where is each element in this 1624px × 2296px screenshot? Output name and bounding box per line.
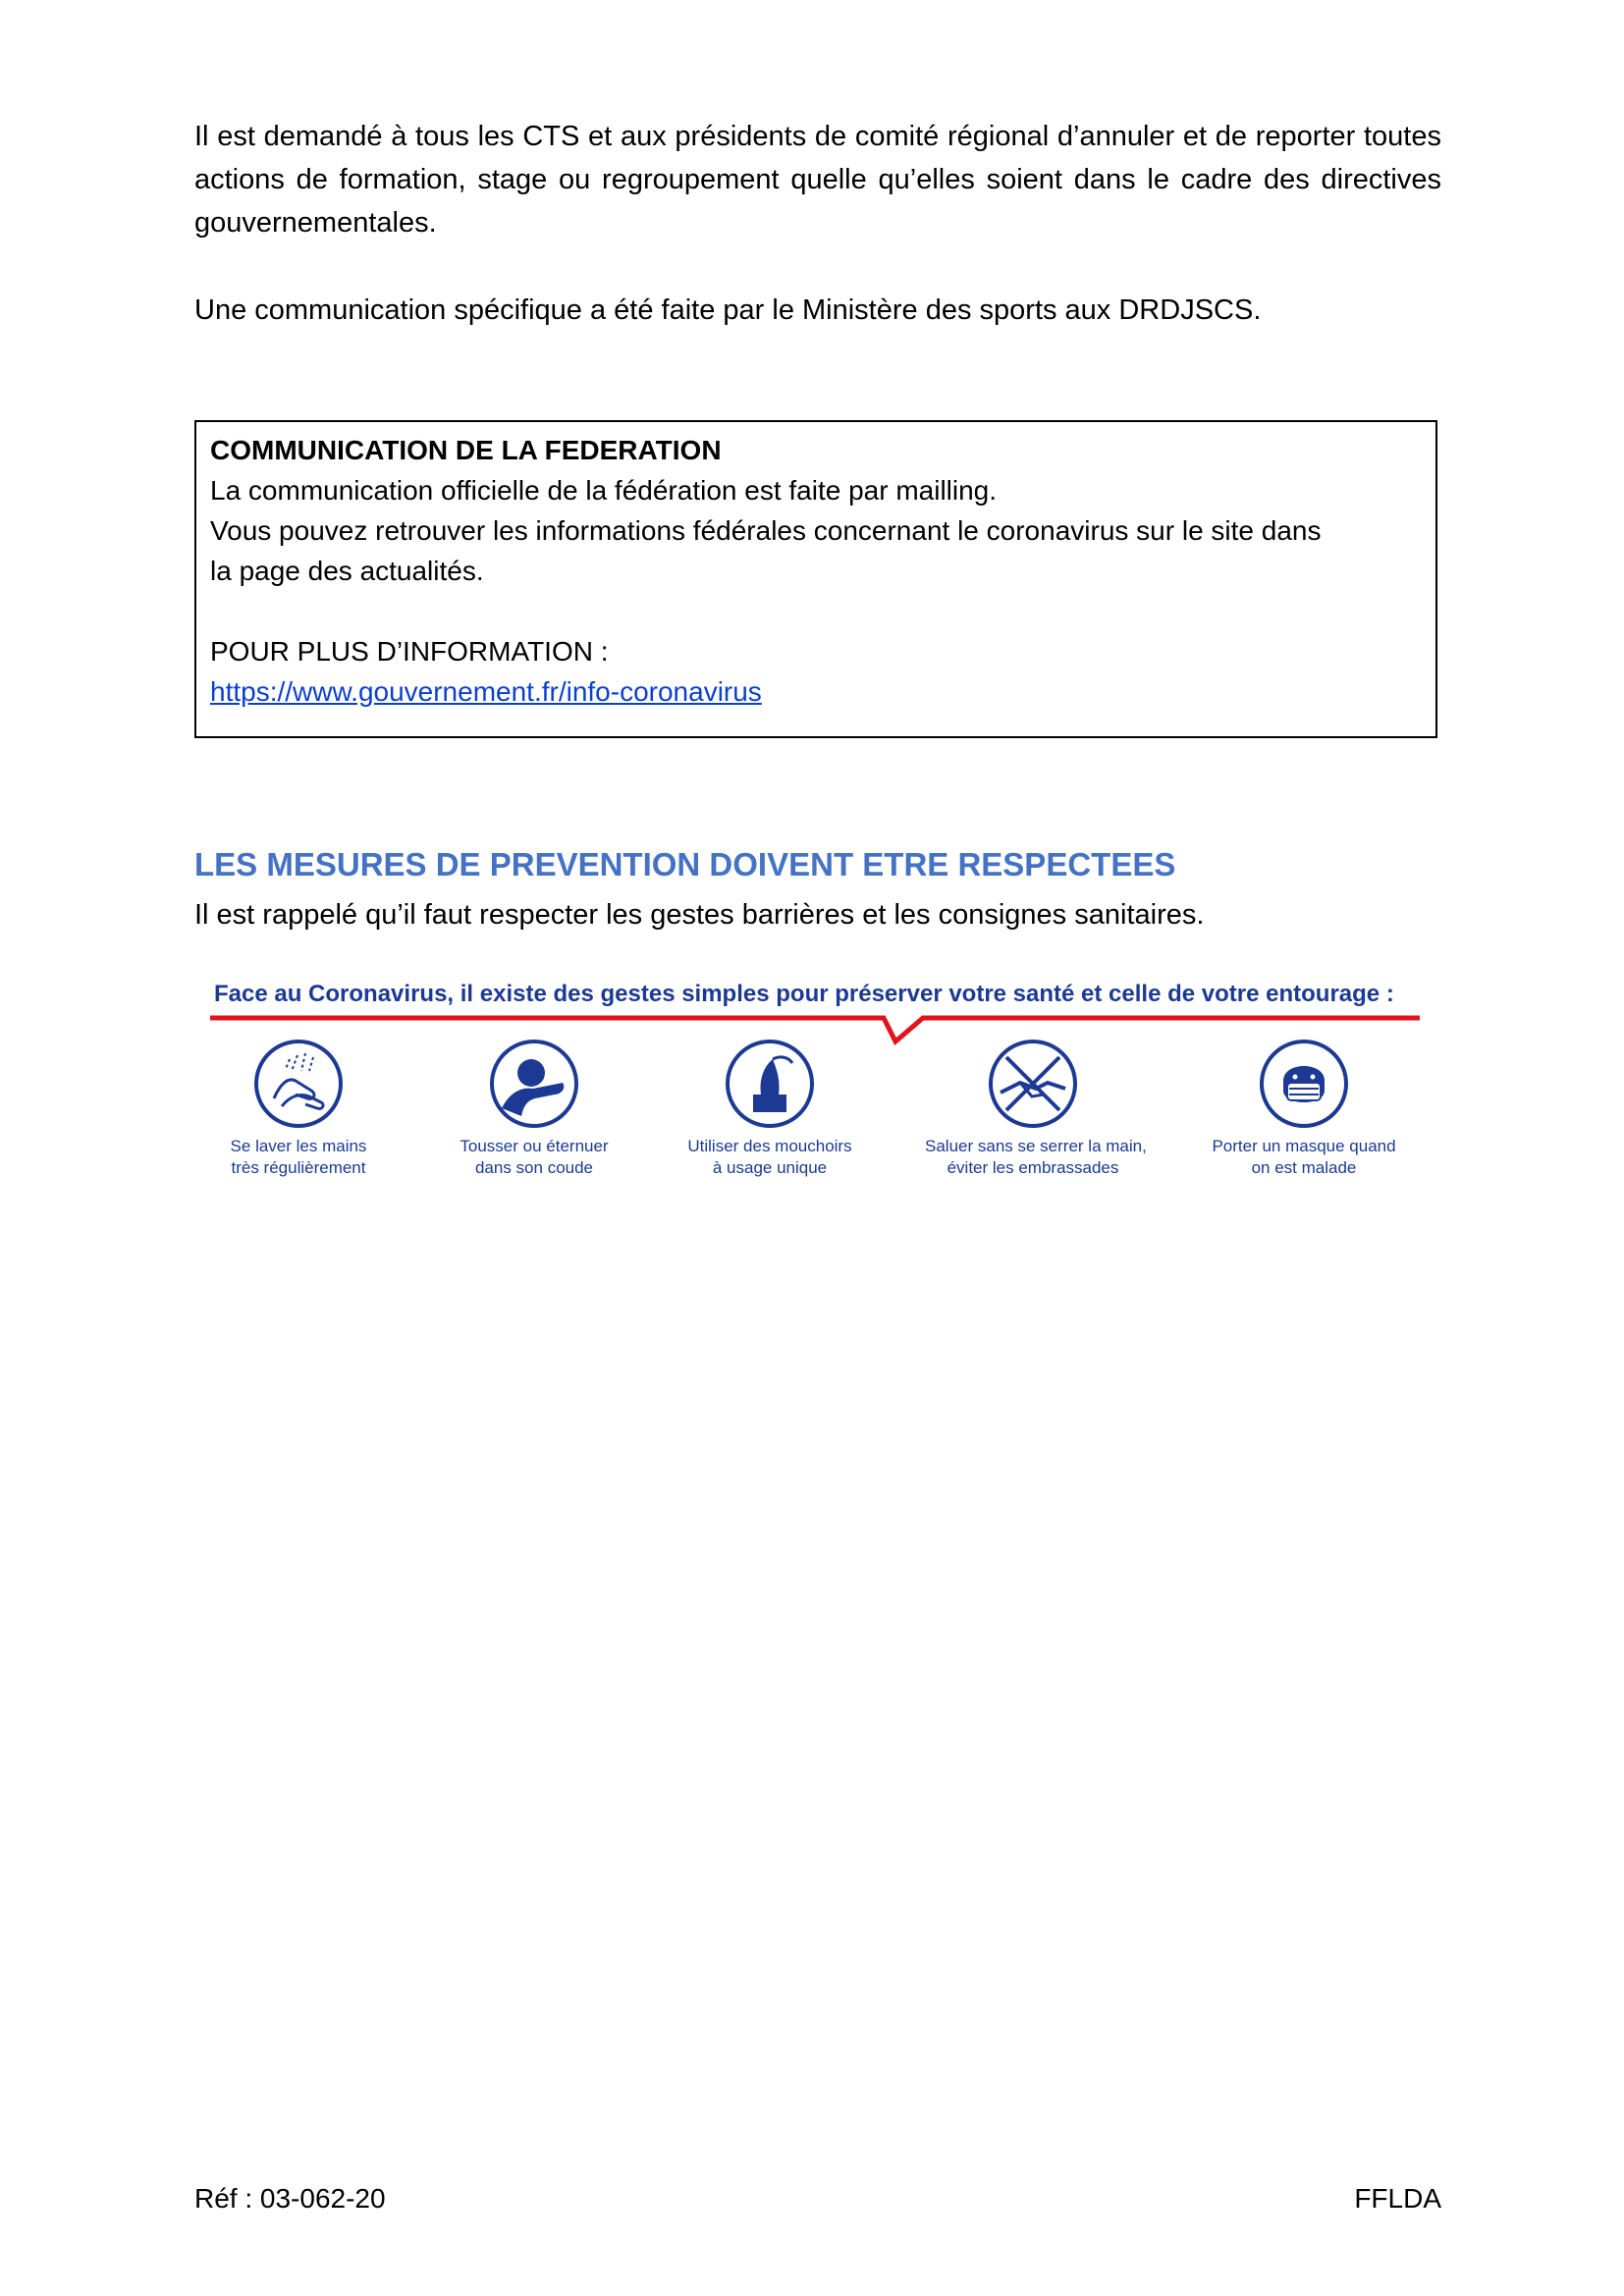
gesture-caption-line2: on est malade — [1251, 1158, 1357, 1177]
more-info-label: POUR PLUS D’INFORMATION : — [210, 636, 609, 667]
gesture-caption-line2: à usage unique — [712, 1158, 828, 1177]
cough-elbow-icon — [488, 1038, 580, 1130]
spacer — [210, 591, 1422, 631]
gesture-caption-line2: très régulièrement — [231, 1158, 366, 1177]
communication-line-1: La communication officielle de la fédération est faite par mailling. — [210, 475, 998, 506]
intro-paragraph: Il est demandé à tous les CTS et aux présidents de comité régional d’annuler et de reporter toutes actions de formation, stage ou regroupement quelle qu’elles soient dans le cadre des directives gouvernementales. — [194, 121, 1441, 239]
tissue-icon — [724, 1038, 816, 1130]
info-coronavirus-link[interactable]: https://www.gouvernement.fr/info-coronavirus — [210, 676, 762, 707]
hand-washing-icon — [252, 1038, 345, 1130]
communication-line-3: la page des actualités. — [210, 556, 484, 586]
gesture-caption-line1: Saluer sans se serrer la main, — [925, 1137, 1147, 1155]
banner-title: Face au Coronavirus, il existe des gestes simples pour préserver votre santé et celle de votre entourage : — [214, 981, 1394, 1007]
no-handshake-icon — [987, 1038, 1079, 1130]
ministry-paragraph: Une communication spécifique a été faite par le Ministère des sports aux DRDJSCS. — [194, 294, 1262, 326]
communication-box — [194, 420, 1437, 738]
face-mask-icon — [1258, 1038, 1350, 1130]
gesture-no-handshake — [925, 1038, 1147, 1179]
gesture-cough-elbow — [426, 1038, 642, 1179]
communication-line-2: Vous pouvez retrouver les informations fédérales concernant le coronavirus sur le site dans — [210, 515, 1322, 546]
communication-box-title: COMMUNICATION DE LA FEDERATION — [210, 435, 722, 465]
gesture-caption-line1: Porter un masque quand — [1212, 1137, 1396, 1155]
gesture-hand-washing — [190, 1038, 406, 1179]
footer-reference: Réf : 03-062-20 — [194, 2183, 386, 2214]
barrier-gestures-banner — [206, 977, 1424, 1193]
prevention-paragraph: Il est rappelé qu’il faut respecter les gestes barrières et les consignes sanitaires. — [194, 899, 1205, 931]
gesture-caption-line2: dans son coude — [474, 1158, 594, 1177]
prevention-heading: LES MESURES DE PREVENTION DOIVENT ETRE RESPECTEES — [194, 846, 1176, 882]
footer-organization: FFLDA — [1354, 2183, 1441, 2214]
gesture-caption-line1: Tousser ou éternuer — [460, 1137, 609, 1155]
gesture-caption-line1: Se laver les mains — [230, 1137, 367, 1155]
gesture-caption-line2: éviter les embrassades — [947, 1158, 1119, 1177]
gesture-tissues — [662, 1038, 878, 1179]
gesture-face-mask — [1196, 1038, 1412, 1179]
gesture-caption-line1: Utiliser des mouchoirs — [687, 1137, 852, 1155]
